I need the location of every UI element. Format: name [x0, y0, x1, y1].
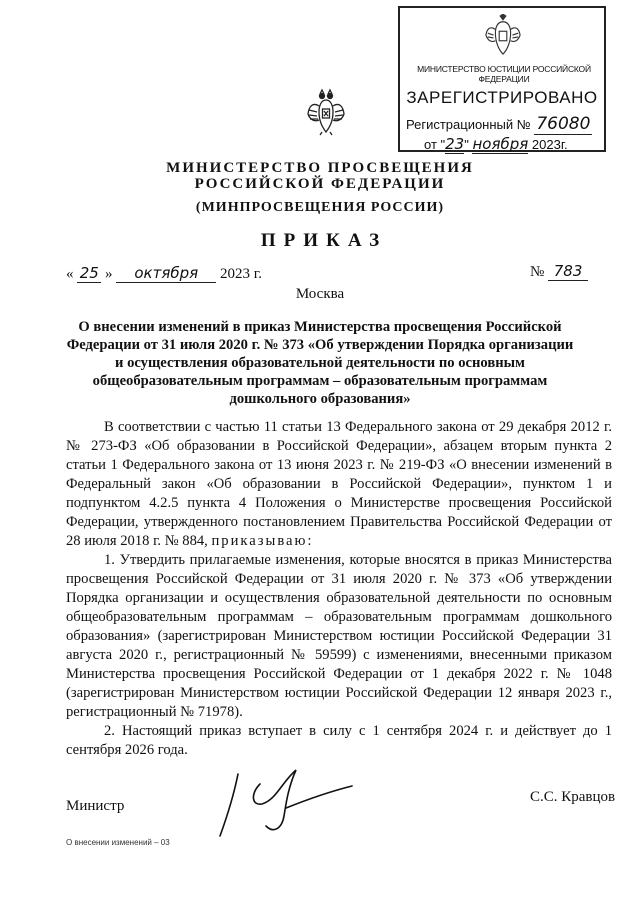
stamp-date-day: 23 — [445, 135, 465, 153]
signer-position: Министр — [66, 798, 125, 814]
preamble-paragraph — [66, 418, 612, 551]
footer-note: О внесении изменений – 03 — [66, 838, 170, 847]
date-quote-open: « — [66, 266, 74, 282]
date-day: 25 — [77, 264, 101, 283]
order-word: приказываю: — [211, 533, 314, 549]
stamp-registration-line — [406, 114, 592, 134]
coat-of-arms-icon — [306, 88, 346, 136]
subject-line: и осуществления образовательной деятельности по основным — [115, 355, 525, 371]
item-2-paragraph: 2. Настоящий приказ вступает в силу с 1 сентября 2024 г. и действует до 1 сентября 2026 года. — [66, 723, 612, 758]
subject-line: О внесении изменений в приказ Министерства просвещения Российской — [78, 319, 562, 335]
order-number-label: № — [530, 264, 545, 280]
ministry-name-line1: МИНИСТЕРСТВО ПРОСВЕЩЕНИЯ — [166, 160, 474, 176]
order-number — [530, 262, 588, 281]
city: Москва — [295, 286, 345, 302]
stamp-ministry-name: МИНИСТЕРСТВО ЮСТИЦИИ РОССИЙСКОЙ ФЕДЕРАЦИИ — [417, 64, 591, 84]
stamp-eagle-emblem-icon — [484, 14, 522, 58]
subject-line: Федерации от 31 июля 2020 г. № 373 «Об утверждении Порядка организации — [66, 337, 574, 353]
date-quote-close: » — [105, 266, 113, 282]
stamp-date-prefix: от — [424, 137, 437, 152]
handwritten-signature-icon — [216, 764, 356, 840]
signer-name: С.С. Кравцов — [530, 789, 616, 805]
order-date — [66, 264, 262, 283]
date-year: 2023 г. — [220, 266, 262, 282]
stamp-date-year: 2023 — [531, 137, 561, 152]
stamp-status: ЗАРЕГИСТРИРОВАНО — [406, 88, 598, 107]
ministry-short-name: (МИНПРОСВЕЩЕНИЯ РОССИИ) — [195, 200, 445, 215]
order-subject — [60, 318, 580, 408]
date-month: октября — [116, 264, 216, 283]
item-1-paragraph: 1. Утвердить прилагаемые изменения, которые вносятся в приказ Министерства просвещения Российской Федерации от 31 июля 2020 г. № 373 «Об утверждении Порядка организации и осуществления образовательной деятельности по основным общеобразовательным программам – образовательным программам дошкольного образования» (зарегистрирован Министерством юстиции Российской Федерации 31 августа 2020 г., регистрационный № 59599) с изменениями, внесенными приказом Министерства просвещения Российской Федерации от 1 декабря 2022 г. № 1048 (зарегистрирован Министерством юстиции Российской Федерации 12 января 2023 г., регистрационный № 71978). — [66, 552, 612, 720]
subject-line: дошкольного образования» — [229, 391, 411, 407]
stamp-date-suffix: г. — [560, 137, 568, 152]
order-number-value: 783 — [548, 262, 588, 281]
document-title: ПРИКАЗ — [260, 230, 388, 251]
stamp-date-line: от "23" ноября 2023г. — [424, 135, 568, 153]
stamp-date-month: ноября — [472, 135, 529, 153]
order-body — [66, 418, 612, 760]
ministry-name-line2: РОССИЙСКОЙ ФЕДЕРАЦИИ — [194, 176, 446, 192]
stamp-reg-label: Регистрационный № — [406, 117, 531, 132]
subject-line: общеобразовательным программам – образовательным программам — [92, 373, 548, 389]
preamble-text: В соответствии с частью 11 статьи 13 Федерального закона от 29 декабря 2012 г. № 273-ФЗ «Об образовании в Российской Федерации», абзацем вторым пункта 2 статьи 1 Федерального закона от 13 июня 2023 г. № 219-ФЗ «О внесении изменений в Федеральный закон «Об образовании в Российской Федерации», пунктом 1 и подпунктом 4.2.5 пункта 4 Положения о Министерстве просвещения Российской Федерации, утвержденного постановлением Правительства Российской Федерации от 28 июля 2018 г. № 884, — [66, 419, 612, 549]
stamp-reg-number: 76080 — [536, 114, 591, 134]
registration-stamp — [398, 6, 606, 152]
